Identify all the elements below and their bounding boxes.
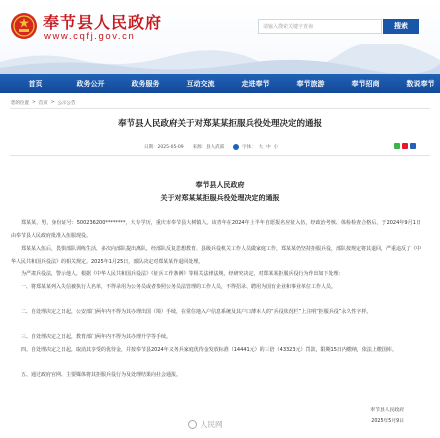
nav-item-services[interactable]: 政务服务 [131,79,160,88]
signature-date: 2025年5月9日 [371,419,404,424]
share-buttons [394,143,416,149]
document-issuer: 奉节县人民政府 [195,181,245,189]
paragraph: 三、自处理决定之日起，教育部门两年内不得为其办理升学等手续。 [21,334,172,340]
site-header [0,0,440,74]
font-label: 字体： [242,145,256,150]
paragraph: 四、自处理决定之日起，取消其享受的优待金，并按奉节县2024年义务兵家庭优待金发放标准（14441元）的三倍（43323元）罚款，限期15日内缴纳，依法上缴国库。 [21,347,397,353]
watermark-text: 人民网 [200,420,223,429]
nav-item-data[interactable]: 数说奉节 [406,79,435,88]
breadcrumb-notices[interactable]: 公示公告 [57,101,76,106]
article-date: 日期：2025-05-09 [144,145,184,150]
breadcrumb-home[interactable]: 首页 [38,101,48,106]
paragraph: 二、自处理决定之日起，公安部门两年内不得为其办理出国（境）手续，在常住地入户信息系统及其户口薄本人的“兵役状况栏”上注明“拒服兵役”永久性字样。 [21,309,372,315]
article-source: 来源：县人武部 [192,145,225,150]
font-small-button[interactable]: 小 [273,145,279,150]
national-emblem-icon [10,12,38,40]
article-title: 奉节县人民政府关于对郑某某拒服兵役处理决定的通报 [117,119,322,129]
nav-item-home[interactable]: 首页 [28,79,43,88]
article-meta [144,144,278,150]
search-button[interactable]: 搜索 [383,19,419,34]
nav-item-investment[interactable]: 奉节招商 [351,79,380,88]
search-input[interactable]: 请输入搜索关键字查询 [258,19,382,34]
main-nav [0,74,440,93]
mountain-banner-decoration [0,44,440,74]
site-url: www.cqfj.gov.cn [44,31,136,42]
breadcrumb-separator: > [32,100,36,105]
paragraph: 为严肃兵役法，警示他人，根据《中华人民共和国兵役法》《征兵工作条例》等相关法律法规，经研究决定，对郑某某拒服兵役行为作出如下处理： [21,271,344,277]
watermark [188,419,223,430]
qzone-share-icon[interactable] [410,143,416,149]
paragraph: 郑某某入伍后，畏惧部队训练生活，多次向部队提出离队，经部队反复思想教育、县级兵役机关工作人员做家庭工作，郑某某仍坚持拒服兵役，部队按规定将其退回，严重违反了《中华人民共和国兵役法》的相关规定。2025年1月25日，部队决定对郑某某作退回处理。 [11,246,422,265]
breadcrumb-location-label: 您的位置 [11,101,29,106]
nav-item-about[interactable]: 走进奉节 [241,79,270,88]
font-size-control [233,144,278,150]
font-large-button[interactable]: 大 [258,145,264,150]
divider [10,155,430,156]
document-heading: 关于对郑某某拒服兵役处理决定的通报 [160,194,280,202]
divider [10,108,430,109]
nav-item-gov-info[interactable]: 政务公开 [76,79,105,88]
paragraph: 一、将郑某某列入失信被执行人名单，不得录用为公务员或者参照公务员法管理的工作人员，不得招录、聘用为国有企业和事业单位工作人员。 [21,284,337,290]
paragraph: 五、通过政府官网、主要媒体将其拒服兵役行为及处理结果向社会通报。 [21,372,182,378]
signature-org: 奉节县人民政府 [370,408,404,413]
font-medium-button[interactable]: 中 [266,145,271,150]
paragraph: 郑某某，男，身份证号：500236200********，大专学历，重庆市奉节县大树镇人。该青年在2024年上半年自愿报名应征入伍，经政治考核、体检检查合格后，于2024年9月1日由奉节县人民政府批准入伍服现役。 [11,220,421,239]
weibo-share-icon[interactable] [402,143,408,149]
nav-item-tourism[interactable]: 奉节旅游 [296,79,325,88]
people-daily-logo-icon [188,420,197,429]
site-title[interactable]: 奉节县人民政府 [43,13,163,32]
breadcrumb-separator: > [50,100,55,105]
nav-item-interaction[interactable]: 互动交流 [186,79,215,88]
wechat-share-icon[interactable] [394,143,400,149]
font-size-icon [233,144,239,150]
breadcrumb [11,100,76,106]
